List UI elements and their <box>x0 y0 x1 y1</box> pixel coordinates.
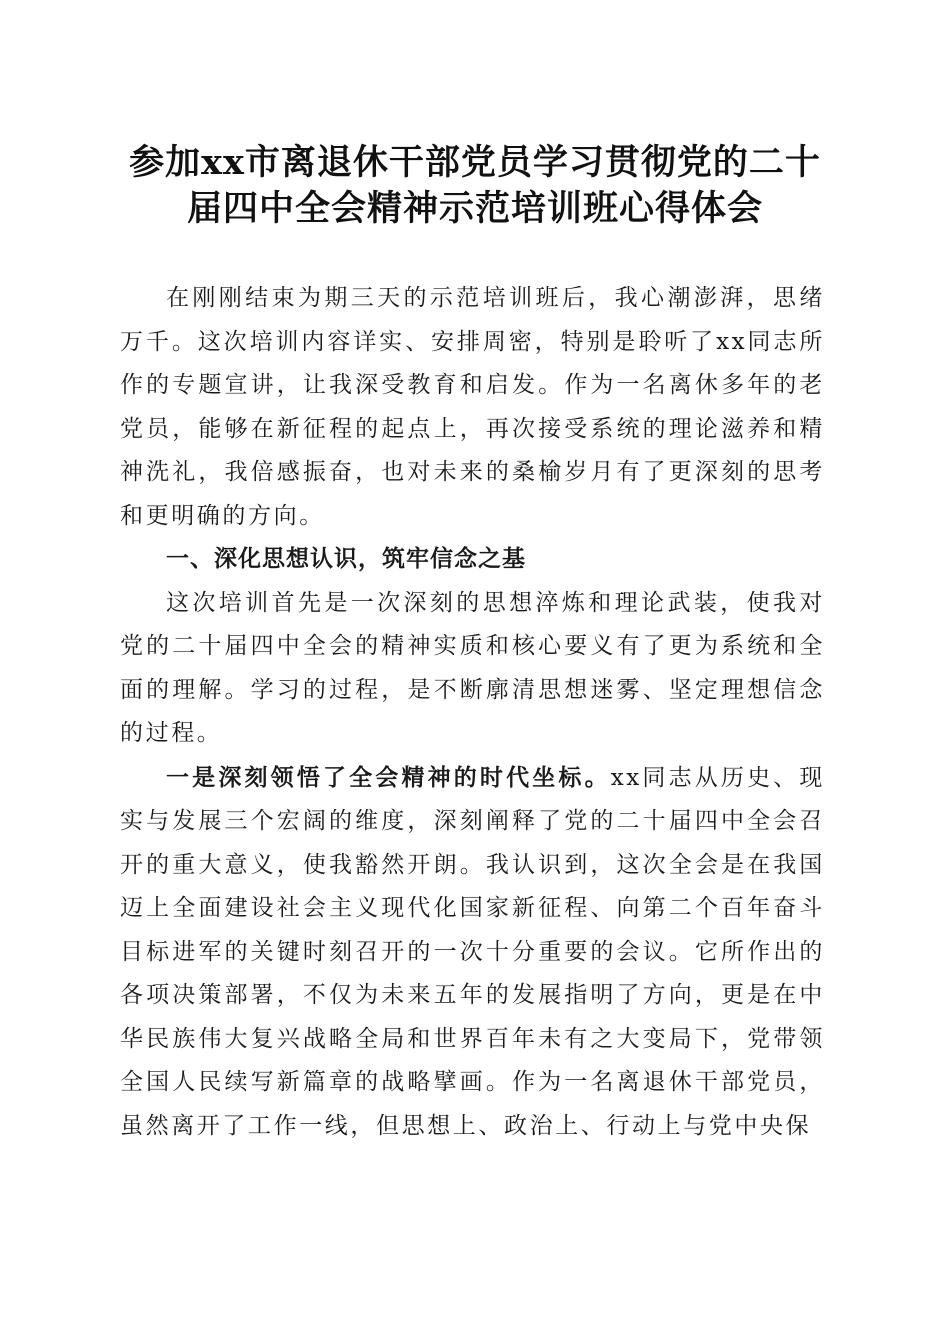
point-1-body: xx同志从历史、现实与发展三个宏阔的维度，深刻阐释了党的二十届四中全会召开的重大意义，使我豁然开朗。我认识到，这次全会是在我国迈上全面建设社会主义现代化国家新征程、向第二个百年奋斗目标进军的关键时刻召开的一次十分重要的会议。它所作出的各项决策部署，不仅为未来五年的发展指明了方向，更是在中华民族伟大复兴战略全局和世界百年未有之大变局下，党带领全国人民续写新篇章的战略擘画。作为一名离退休干部党员，虽然离开了工作一线，但思想上、政治上、行动上与党中央保 <box>120 764 826 1139</box>
point-1-lead: 一是深刻领悟了全会精神的时代坐标。 <box>166 763 611 791</box>
intro-paragraph: 在刚刚结束为期三天的示范培训班后，我心潮澎湃，思绪万千。这次培训内容详实、安排周密，特别是聆听了xx同志所作的专题宣讲，让我深受教育和启发。作为一名离休多年的老党员，能够在新征程的起点上，再次接受系统的理论滋养和精神洗礼，我倍感振奋，也对未来的桑榆岁月有了更深刻的思考和更明确的方向。 <box>120 285 825 529</box>
section-1-paragraph: 这次培训首先是一次深刻的思想淬炼和理论武装，使我对党的二十届四中全会的精神实质和核心要义有了更为系统和全面的理解。学习的过程，是不断廓清思想迷雾、坚定理想信念的过程。 <box>120 589 825 746</box>
point-1-paragraph <box>120 756 825 1149</box>
document-body <box>120 277 825 1148</box>
title-line-1: 参加xx市离退休干部党员学习贯彻党的二十 <box>129 142 821 183</box>
title-line-2: 届四中全会精神示范培训班心得体会 <box>186 188 763 229</box>
document-title <box>100 140 850 232</box>
section-1-heading: 一、深化思想认识，筑牢信念之基 <box>166 546 526 572</box>
